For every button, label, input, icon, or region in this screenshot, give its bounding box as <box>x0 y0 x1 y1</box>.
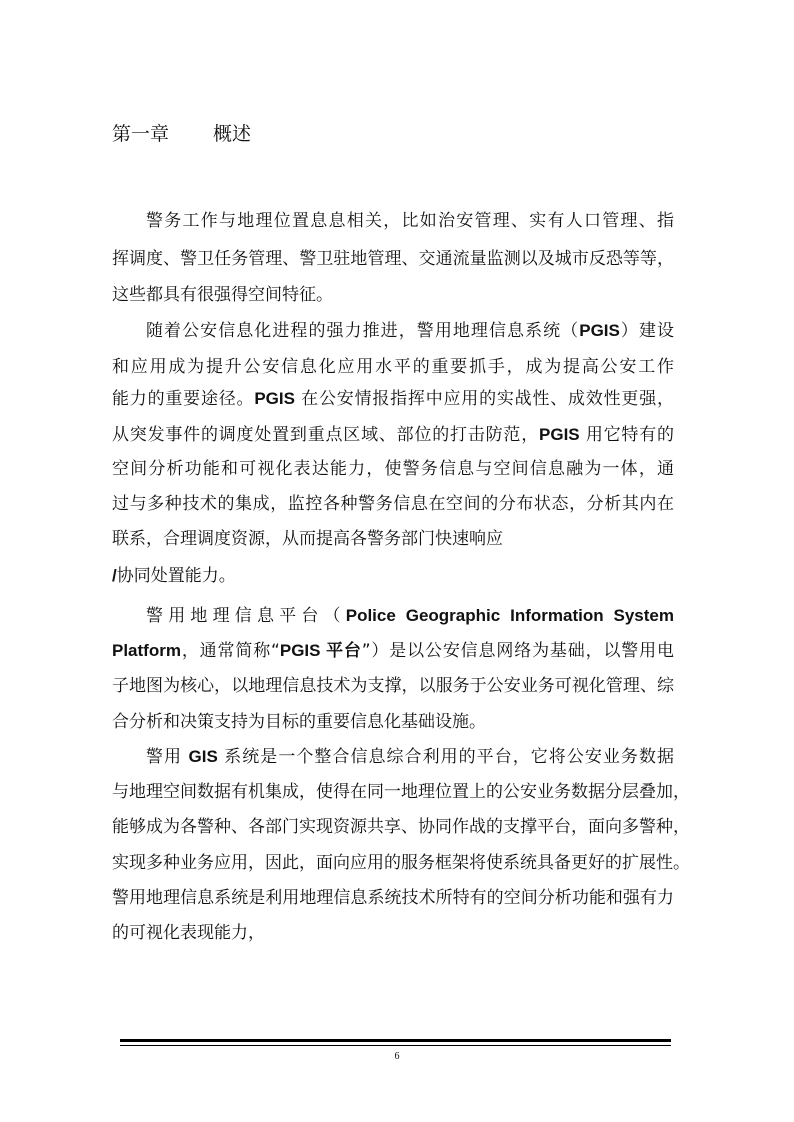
paragraph-3-line-2 <box>112 639 674 663</box>
paragraph-2-line-8 <box>112 564 236 588</box>
paragraph-2-line-7: 联系，合理调度资源，从而提高各警务部门快速响应 <box>112 529 503 549</box>
paragraph-2-line-1 <box>146 319 674 343</box>
paragraph-2-line-6: 过与多种技术的集成，监控各种警务信息在空间的分布状态，分析其内在 <box>112 494 674 514</box>
paragraph-1-line-3: 这些都具有很强得空间特征。 <box>112 285 333 305</box>
text-run: 协同处置能力。 <box>116 566 236 586</box>
paragraph-3-line-3: 子地图为核心，以地理信息技术为支撑，以服务于公安业务可视化管理、综 <box>112 676 674 696</box>
acronym-pgis: PGIS 平台 <box>279 641 362 660</box>
text-run: 系统是一个整合信息综合利用的平台，它将公安业务数据 <box>217 747 674 767</box>
acronym-gis: GIS <box>188 747 218 766</box>
footer-rule-thick <box>120 1039 671 1042</box>
paragraph-4-line-2: 与地理空间数据有机集成，使得在同一地理位置上的公安业务数据分层叠加， <box>112 782 690 802</box>
text-run: 从突发事件的调度处置到重点区域、部位的打击防范， <box>112 425 540 445</box>
paragraph-1-line-1: 警务工作与地理位置息息相关，比如治安管理、实有人口管理、指 <box>146 211 674 231</box>
paragraph-1-line-2: 挥调度、警卫任务管理、警卫驻地管理、交通流量监测以及城市反恐等等， <box>112 249 674 269</box>
paragraph-4-line-3: 能够成为各警种、各部门实现资源共享、协同作战的支撑平台，面向多警种， <box>112 817 690 837</box>
paragraph-4-line-6: 的可视化表现能力， <box>112 923 265 943</box>
chapter-heading <box>112 120 251 148</box>
text-run: ”）是以公安信息网络为基础，以警用电 <box>361 641 675 661</box>
text-run: 警用地理信息平台（ <box>146 606 346 626</box>
paragraph-2-line-2: 和应用成为提升公安信息化应用水平的重要抓手，成为提高公安工作 <box>112 357 674 377</box>
paragraph-3-line-4: 合分析和决策支持为目标的重要信息化基础设施。 <box>112 712 486 732</box>
text-run: 警用 <box>146 747 189 767</box>
paragraph-2-line-3 <box>112 387 674 411</box>
paragraph-3-line-1 <box>146 604 674 628</box>
paragraph-4-line-1 <box>146 745 674 769</box>
text-run: 用它特有的 <box>579 425 675 445</box>
acronym-pgis: PGIS <box>254 389 295 408</box>
paragraph-4-line-4: 实现多种业务应用，因此，面向应用的服务框架将使系统具备更好的扩展性。 <box>112 853 690 873</box>
page-number: 6 <box>394 1051 400 1062</box>
footer-rule-thin <box>120 1045 671 1046</box>
acronym-pgis: PGIS <box>579 321 620 340</box>
text-run: 能力的重要途径。 <box>112 389 255 409</box>
text-run: 在公安情报指挥中应用的实战性、成效性更强， <box>294 389 675 409</box>
chapter-number: 第一章 <box>112 123 170 145</box>
text-run: 随着公安信息化进程的强力推进，警用地理信息系统（ <box>146 321 580 341</box>
paragraph-2-line-4 <box>112 423 674 447</box>
paragraph-4-line-5: 警用地理信息系统是利用地理信息系统技术所特有的空间分析功能和强有力 <box>112 888 674 908</box>
chapter-title-text: 概述 <box>213 123 252 145</box>
acronym-pgis: PGIS <box>539 425 580 444</box>
english-name: Platform <box>112 641 181 660</box>
english-name: Police Geographic Information System <box>345 606 674 625</box>
paragraph-2-line-5: 空间分析功能和可视化表达能力，使警务信息与空间信息融为一体，通 <box>112 459 674 479</box>
text-run: ）建设 <box>619 321 675 341</box>
text-run: ，通常简称“ <box>180 641 280 661</box>
slash: / <box>112 566 117 585</box>
